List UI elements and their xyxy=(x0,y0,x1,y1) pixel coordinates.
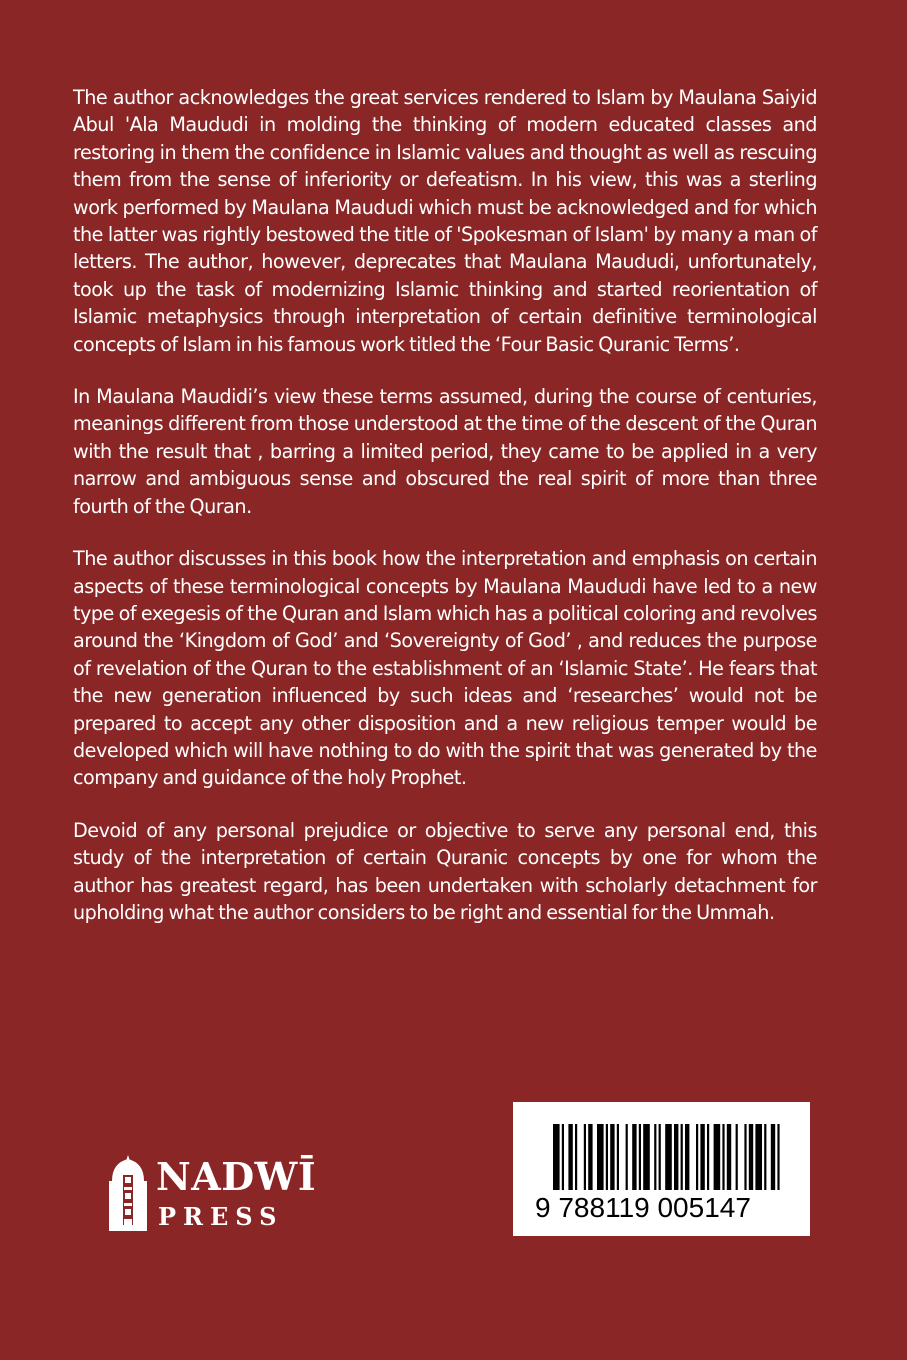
barcode-bar xyxy=(568,1124,572,1190)
blurb-paragraph-4: Devoid of any personal prejudice or objective to serve any personal end, this study of the interpretation of certain Quranic concepts by one for whom the author has greatest regard, has been undertaken with scholarly detachment for upholding what the author considers to be right and essential for the Ummah. xyxy=(73,818,817,924)
barcode-bar xyxy=(562,1124,564,1190)
barcode-bar xyxy=(553,1124,560,1190)
barcode-bar xyxy=(626,1124,628,1190)
barcode-bar xyxy=(722,1124,724,1190)
barcode-bar xyxy=(727,1124,731,1190)
barcode-bar xyxy=(771,1124,775,1190)
barcode-bar xyxy=(685,1124,689,1190)
barcode-bar xyxy=(764,1124,766,1190)
barcode-bar xyxy=(606,1124,608,1190)
barcode-bar xyxy=(714,1124,721,1190)
publisher-subtitle: PRESS xyxy=(158,1202,284,1231)
barcode-bar xyxy=(696,1124,698,1190)
barcode-bars xyxy=(553,1124,783,1190)
back-cover-blurb xyxy=(73,84,817,951)
barcode-bar xyxy=(674,1124,678,1190)
barcode-digits: 9 788119 005147 xyxy=(535,1192,751,1223)
isbn-barcode xyxy=(513,1102,810,1236)
barcode-bar xyxy=(736,1124,738,1190)
blurb-paragraph-3: The author discusses in this book how the interpretation and emphasis on certain aspects of these terminological concepts by Maulana Maududi have led to a new type of exegesis of the Quran and Islam which has a political coloring and revolves around the ‘Kingdom of God’ and ‘Sovereignty of God’ , and reduces the purpose of revelation of the Quran to the establishment of an ‘Islamic State’. He fears that the new generation influenced by such ideas and ‘researches’ would not be prepared to accept any other disposition and a new religious temper would be developed which will have nothing to do with the spirit that was generated by the company and guidance of the holy Prophet. xyxy=(73,547,817,790)
barcode-bar xyxy=(575,1124,577,1190)
barcode-bar xyxy=(610,1124,614,1190)
publisher-name: NADWĪ xyxy=(156,1154,317,1199)
barcode-bar xyxy=(755,1124,762,1190)
barcode-bar xyxy=(700,1124,704,1190)
barcode-bar xyxy=(707,1124,709,1190)
minaret-icon xyxy=(106,1153,150,1233)
barcode-bar xyxy=(643,1124,650,1190)
barcode-bar xyxy=(665,1124,672,1190)
barcode-bar xyxy=(639,1124,641,1190)
barcode-bar xyxy=(744,1124,746,1190)
barcode-bar xyxy=(777,1124,779,1190)
barcode-bar xyxy=(584,1124,586,1190)
barcode-bar xyxy=(617,1124,619,1190)
blurb-paragraph-1: The author acknowledges the great services rendered to Islam by Maulana Saiyid Abul 'Ala Maududi in molding the thinking of modern educated classes and restoring in them the confidence in Islamic values and thought as well as rescuing them from the sense of inferiority or defeatism. In his view, this was a sterling work performed by Maulana Maududi which must be acknowledged and for which the latter was rightly bestowed the title of 'Spokesman of Islam' by many a man of letters. The author, however, deprecates that Maulana Maududi, unfortunately, took up the task of modernizing Islamic thinking and started reorientation of Islamic metaphysics through interpretation of certain definitive terminological concepts of Islam in his famous work titled the ‘Four Basic Quranic Terms’. xyxy=(73,86,817,356)
barcode-bar xyxy=(654,1124,656,1190)
publisher-logo xyxy=(106,1153,318,1233)
barcode-bar xyxy=(632,1124,636,1190)
barcode-bar xyxy=(588,1124,592,1190)
barcode-bar xyxy=(659,1124,661,1190)
barcode-bar xyxy=(749,1124,753,1190)
barcode-bar xyxy=(681,1124,683,1190)
barcode-bar xyxy=(597,1124,604,1190)
blurb-paragraph-2: In Maulana Maudidi’s view these terms assumed, during the course of centuries, meanings different from those understood at the time of the descent of the Quran with the result that , barring a limited period, they came to be applied in a very narrow and ambiguous sense and obscured the real spirit of more than three fourth of the Quran. xyxy=(73,385,817,518)
